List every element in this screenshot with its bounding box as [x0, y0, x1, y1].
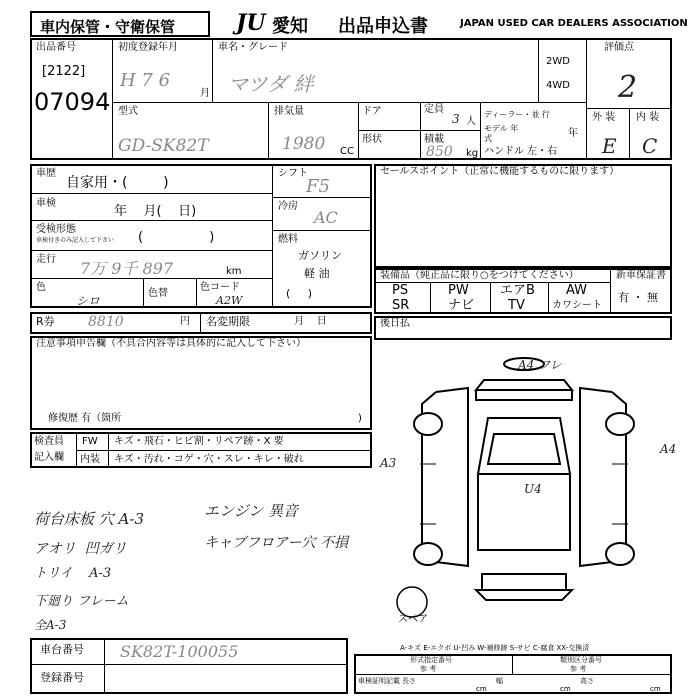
- capacity-unit: 人: [466, 116, 476, 127]
- cert-label: 車検証明記載: [358, 677, 400, 685]
- chassis-value: SK82T-100055: [120, 642, 239, 661]
- shift-value: F5: [306, 176, 330, 197]
- handwritten-line-4: 下廻り フレーム: [34, 594, 129, 609]
- registration-label: 登録番号: [40, 671, 84, 684]
- load-value: 850: [426, 144, 453, 160]
- damage-mark-a4-frame: A4 フレ: [518, 358, 562, 372]
- damage-mark-a4: A4: [660, 442, 677, 456]
- recycle-unit: 円: [180, 316, 190, 327]
- fuel-diesel: 軽 油: [304, 267, 330, 280]
- association-name: JAPAN USED CAR DEALERS ASSOCIATION: [460, 18, 688, 29]
- interior-value: C: [642, 134, 658, 158]
- height-label: 高さ: [580, 677, 594, 685]
- equip-airbag: エアB: [500, 283, 535, 298]
- lot-label: 出品番号: [36, 42, 76, 53]
- name-change-value: 月 日: [294, 316, 327, 327]
- fuel-gasoline: ガソリン: [298, 249, 342, 262]
- model-label: 型式: [118, 106, 138, 117]
- equip-tv: TV: [508, 298, 525, 313]
- ju-logo: JU: [236, 10, 266, 36]
- color-code-value: A2W: [216, 294, 243, 307]
- capacity-value: 3: [452, 112, 460, 126]
- equip-navi: ナビ: [448, 298, 475, 313]
- warranty-value: 有 ・ 無: [618, 291, 658, 304]
- form-designation-label: 形式指定番号: [410, 656, 452, 664]
- handle-label: ハンドル 左・右: [484, 146, 558, 157]
- inspector-label-2: 記入欄: [34, 452, 64, 463]
- handwritten-line-5: 全A-3: [34, 618, 67, 632]
- equipment-label: 装備品（純正品に限り○をつけてください）: [380, 270, 579, 281]
- color-label: 色: [36, 282, 46, 293]
- storage-label: 車内保管・守衛保管: [40, 18, 176, 36]
- acceptance-note: 車検付きのみ記入して下さい: [36, 237, 115, 244]
- width-unit: cm: [560, 685, 571, 693]
- shift-label: シフト: [278, 168, 308, 179]
- inspection-value: 年 月( 日): [114, 204, 197, 219]
- notes-label: 注意事項申告欄（不具合内容等は具体的に記入して下さい）: [36, 338, 306, 349]
- chassis-label: 車台番号: [40, 643, 84, 656]
- handwritten-line-3: トリイ A-3: [34, 566, 112, 581]
- load-unit: kg: [466, 148, 479, 159]
- door-label: ドア: [362, 106, 382, 117]
- name-grade-label: 車名・グレード: [218, 42, 288, 53]
- interior-label: 内 装: [636, 112, 660, 123]
- acceptance-label: 受検形態: [36, 224, 76, 235]
- mileage-label: 走行: [36, 254, 56, 265]
- drive-2wd: 2WD: [546, 56, 570, 67]
- model-year-label: モデル 年式: [484, 124, 519, 143]
- recycle-label: R券: [36, 315, 55, 328]
- mileage-value: 7万 9千 897: [80, 259, 174, 278]
- color-change-label: 色替: [148, 288, 168, 299]
- score-value: 2: [618, 70, 638, 105]
- drive-4wd: 4WD: [546, 80, 570, 91]
- equip-aw: AW: [566, 283, 588, 298]
- color-code-label: 色コード: [200, 282, 240, 293]
- mileage-unit: km: [226, 266, 242, 277]
- displacement-label: 排気量: [274, 106, 304, 117]
- after-payment-label: 後日払: [380, 318, 410, 329]
- acceptance-paren: ( ): [138, 230, 215, 245]
- capacity-label: 定員: [424, 104, 444, 115]
- fuel-label: 燃料: [278, 234, 298, 245]
- sales-point-label: セールスポイント（正常に機能するものに限ります）: [380, 166, 620, 177]
- shape-label: 形状: [362, 134, 382, 145]
- height-unit: cm: [650, 685, 661, 693]
- load-label: 積載: [424, 134, 444, 145]
- sales-point-frame: [374, 164, 672, 268]
- displacement-unit: CC: [340, 146, 354, 157]
- color-value: シロ: [76, 294, 101, 308]
- first-reg-month-unit: 月: [200, 88, 210, 99]
- warranty-label: 新車保証書: [616, 270, 666, 281]
- displacement-value: 1980: [282, 134, 326, 154]
- lot-sub-number: [2122]: [42, 64, 86, 79]
- damage-mark-a3: A3: [380, 456, 397, 470]
- inspector-row2-items: キズ・汚れ・コゲ・穴・スレ・キレ・破れ: [114, 454, 304, 465]
- model-value: GD-SK82T: [118, 136, 209, 156]
- dealer-label: ディーラー・並 行: [484, 110, 550, 119]
- repair-label: 修復歴 有（箇所: [48, 413, 122, 424]
- handwritten-line-2: アオリ 凹ガリ: [34, 541, 127, 557]
- ac-label: 冷房: [278, 201, 298, 212]
- equip-leather-seat: カワシート: [552, 300, 602, 311]
- score-label: 評価点: [604, 42, 634, 53]
- handwritten-line-1: 荷台床板 穴 A-3: [34, 510, 144, 528]
- ac-value: AC: [314, 208, 338, 227]
- inspector-row1-items: キズ・飛石・ヒビ割・リペア跡・X 要: [114, 436, 284, 447]
- width-label: 幅: [496, 677, 503, 685]
- storage-label-box: [30, 11, 210, 37]
- category-label: 類別区分番号: [560, 656, 602, 664]
- inspector-row1-label: FW: [82, 436, 98, 447]
- recycle-value: 8810: [88, 314, 124, 330]
- repair-close: ): [358, 413, 362, 424]
- length-label: 長さ: [402, 677, 416, 685]
- exterior-label: 外 装: [592, 112, 616, 123]
- length-unit: cm: [476, 685, 487, 693]
- handwritten-line-2b: キャブフロアー穴 不損: [204, 535, 349, 551]
- after-payment-frame: [374, 316, 672, 340]
- legend: A-キズ E-エクボ U-凹み W-補修跡 S-サビ C-腐食 XX-交換済: [400, 644, 590, 652]
- exterior-value: E: [602, 134, 617, 158]
- form-title: 出品申込書: [338, 16, 428, 37]
- lot-number: 07094: [34, 88, 111, 116]
- history-label: 車歴: [36, 168, 56, 179]
- inspection-label: 車検: [36, 198, 56, 209]
- history-value: 自家用・( ): [66, 175, 169, 191]
- equip-sr: SR: [392, 298, 410, 313]
- aichi-title: 愛知: [272, 16, 308, 37]
- name-change-label: 名変期限: [206, 315, 250, 328]
- damage-mark-u4: U4: [524, 482, 542, 496]
- spare-label: スペア: [398, 614, 428, 625]
- ref-label-2: 参 考: [570, 665, 587, 673]
- year-unit: 年: [568, 128, 578, 139]
- equip-pw: PW: [448, 283, 469, 298]
- inspector-row2-label: 内装: [80, 454, 100, 465]
- ref-label: 参 考: [420, 665, 437, 673]
- fuel-other: ( ): [286, 287, 313, 300]
- handwritten-line-1b: エンジン 異音: [204, 502, 299, 520]
- inspector-label-1: 検査員: [34, 436, 64, 447]
- name-grade-value: マツダ 絆: [228, 72, 314, 96]
- first-reg-value: H 7 6: [120, 70, 171, 91]
- equip-ps: PS: [392, 283, 409, 298]
- first-reg-label: 初度登録年月: [118, 42, 178, 53]
